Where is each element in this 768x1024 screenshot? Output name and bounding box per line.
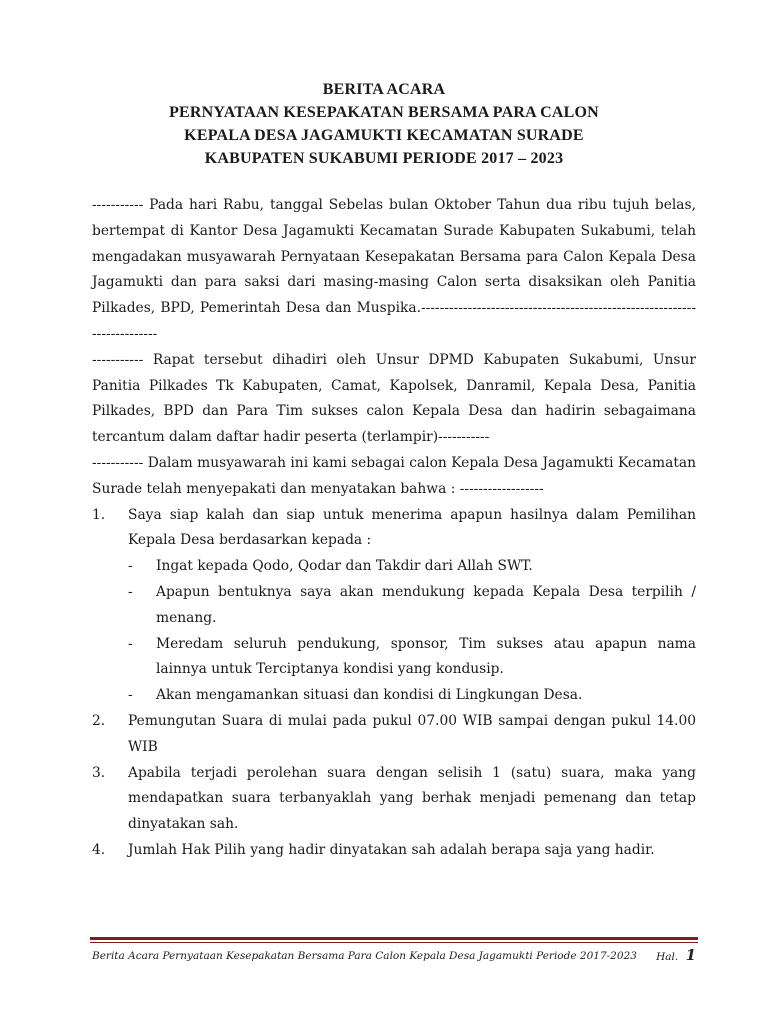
title-line-1: BERITA ACARA [322,81,446,98]
footer-text: Berita Acara Pernyataan Kesepakatan Bersama Para Calon Kepala Desa Jagamukti Periode 2017-2023 [92,950,637,962]
agreement-point [92,503,696,709]
point-number: 2. [92,712,106,729]
page-number: 1 [685,946,696,964]
sub-item-text: Akan mengamankan situasi dan kondisi di Lingkungan Desa. [156,687,583,704]
dash-bullet: - [128,583,133,600]
sub-list-item [128,683,696,709]
point-number: 1. [92,506,106,523]
dash-bullet: - [128,558,133,575]
point-text: Pemungutan Suara di mulai pada pukul 07.00 WIB sampai dengan pukul 14.00 WIB [128,712,696,755]
paragraph-attendance: ----------- Rapat tersebut dihadiri oleh Unsur DPMD Kabupaten Sukabumi, Unsur Panitia Pilkades Tk Kabupaten, Camat, Kapolsek, Danramil, Kepala Desa, Panitia Pilkades, BPD dan Para Tim sukses calon Kepala Desa dan hadirin sebagaimana tercantum dalam daftar hadir peserta (terlampir)----------- [92,351,696,446]
sub-list-item [128,632,696,684]
point-text: Jumlah Hak Pilih yang hadir dinyatakan sah adalah berapa saja yang hadir. [128,841,655,858]
dash-bullet: - [128,635,133,652]
document-body [92,193,696,864]
point-number: 3. [92,764,106,781]
title-line-4: KABUPATEN SUKABUMI PERIODE 2017 – 2023 [204,150,564,167]
paragraph-opening: ----------- Pada hari Rabu, tanggal Sebelas bulan Oktober Tahun dua ribu tujuh belas, bertempat di Kantor Desa Jagamukti Kecamatan Surade Kabupaten Sukabumi, telah mengadakan musyawarah Pernyataan Kesepakatan Bersama para Calon Kepala Desa Jagamukti dan para saksi dari masing-masing Calon serta disaksikan oleh Panitia Pilkades, BPD, Pemerintah Desa dan Muspika.------------------------------------------------------------------------- [92,197,696,342]
title-line-3: KEPALA DESA JAGAMUKTI KECAMATAN SURADE [184,127,584,144]
point-text: Saya siap kalah dan siap untuk menerima apapun hasilnya dalam Pemilihan Kepala Desa berdasarkan kepada : [128,506,696,549]
paragraph-agreement: ----------- Dalam musyawarah ini kami sebagai calon Kepala Desa Jagamukti Kecamatan Surade telah menyepakati dan menyatakan bahwa : ------------------ [92,454,696,497]
agreement-point [92,709,696,761]
page-number-group [656,946,696,964]
sub-item-text: Ingat kepada Qodo, Qodar dan Takdir dari Allah SWT. [156,558,533,575]
point-text: Apabila terjadi perolehan suara dengan selisih 1 (satu) suara, maka yang mendapatkan suara terbanyaklah yang berhak menjadi pemenang dan tetap dinyatakan sah. [128,764,696,833]
page-label: Hal. [656,951,679,963]
agreement-point [92,838,696,864]
document-title [0,78,768,170]
sub-item-text: Apapun bentuknya saya akan mendukung kepada Kepala Desa terpilih / menang. [156,583,696,626]
footer-rule-thin [90,942,698,943]
sub-list [128,554,696,709]
sub-list-item [128,554,696,580]
footer-rule [90,937,698,943]
sub-item-text: Meredam seluruh pendukung, sponsor, Tim sukses atau apapun nama lainnya untuk Terciptanya kondisi yang kondusip. [156,635,696,678]
sub-list-item [128,580,696,632]
agreement-point [92,761,696,838]
dash-bullet: - [128,687,133,704]
title-line-2: PERNYATAAN KESEPAKATAN BERSAMA PARA CALON [169,104,599,121]
point-number: 4. [92,841,106,858]
agreement-points [92,503,696,864]
